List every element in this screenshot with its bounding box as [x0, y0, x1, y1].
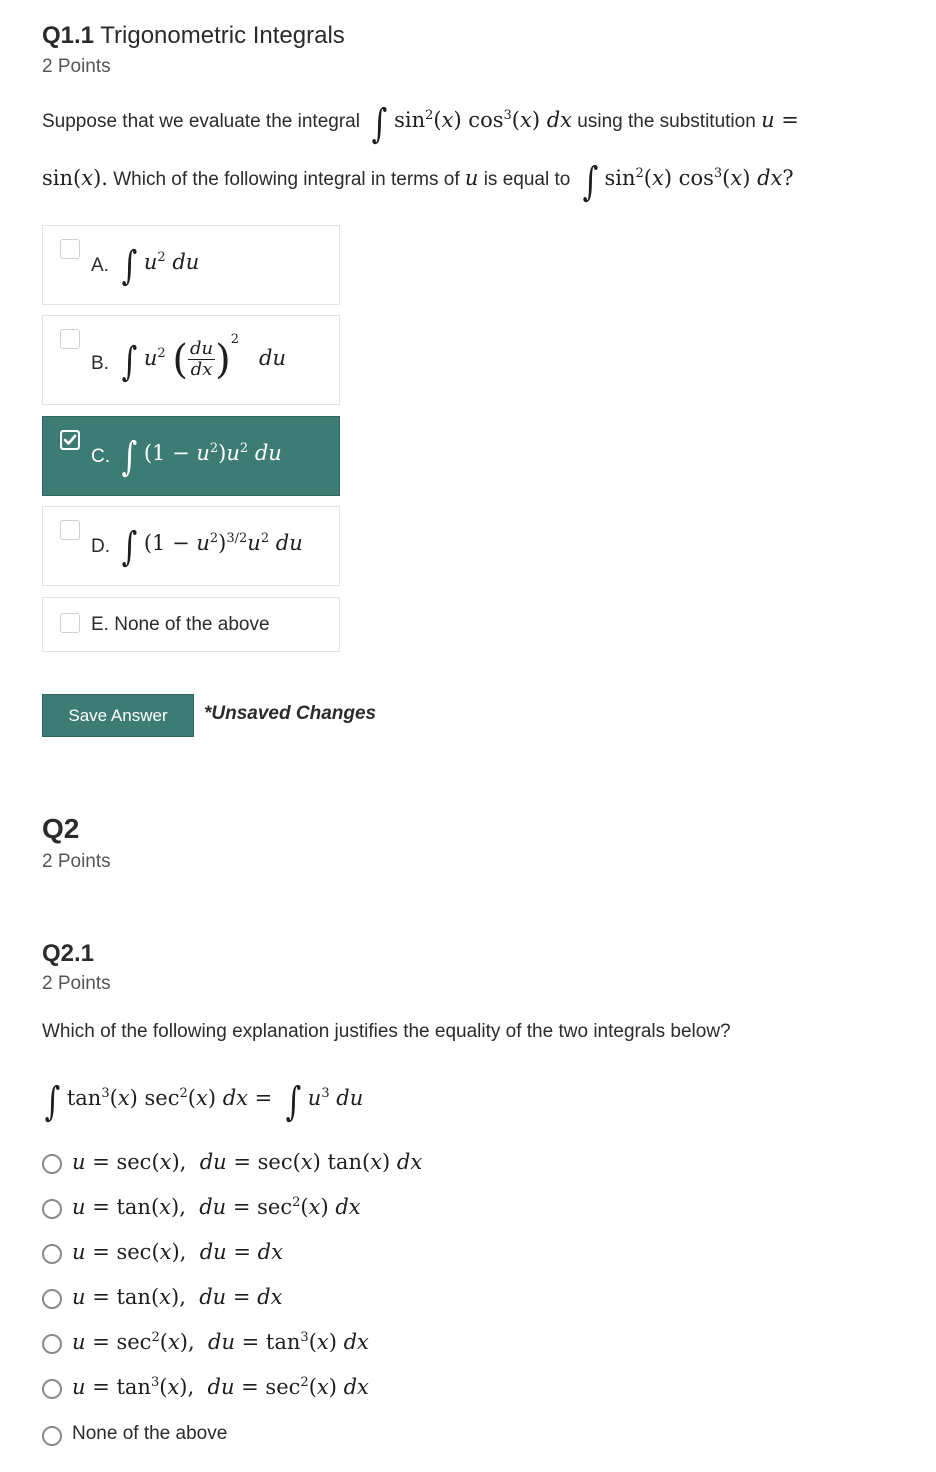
- save-answer-button[interactable]: Save Answer: [42, 694, 194, 737]
- option-expression: $u = \tan^3(x)$, du = $\sec^2(x)$ dx: [72, 1375, 369, 1399]
- choice-letter: B.: [91, 353, 109, 374]
- question-number: Q1.1: [42, 22, 95, 49]
- prompt-text: using the substitution: [577, 111, 756, 132]
- question-prompt-line1: [42, 101, 799, 147]
- question-title: [42, 22, 345, 50]
- radio-button[interactable]: [42, 1426, 62, 1446]
- question-prompt-line2: [42, 159, 794, 205]
- option-expression: $u = \sec^2(x)$, du = $\tan^3(x)$ dx: [72, 1330, 369, 1354]
- radio-button[interactable]: [42, 1334, 62, 1354]
- radio-button[interactable]: [42, 1379, 62, 1399]
- choice-d[interactable]: [42, 506, 340, 586]
- choice-letter: C.: [91, 446, 110, 467]
- question-name: Trigonometric Integrals: [100, 22, 345, 49]
- option-label: None of the above: [72, 1423, 228, 1444]
- unsaved-changes-label: *Unsaved Changes: [204, 703, 377, 724]
- question-number: Q2: [42, 813, 80, 844]
- substitution-expression: u =: [761, 108, 799, 132]
- choice-letter: A.: [91, 255, 109, 276]
- prompt-text: is equal to: [483, 169, 571, 190]
- question-points: 2 Points: [42, 851, 111, 872]
- choice-a[interactable]: [42, 225, 340, 305]
- integral-expression: ∫ $\sin^2(x)$ $\cos^3(x)$ dx?: [582, 159, 794, 205]
- choice-letter: D.: [91, 536, 110, 557]
- choice-c[interactable]: [42, 416, 340, 496]
- radio-button[interactable]: [42, 1154, 62, 1174]
- integral-equality: ∫ $\tan^3(x)$ $\sec^2(x)$ dx = ∫ $u^3$ du: [44, 1079, 364, 1125]
- question-points: 2 Points: [42, 56, 111, 77]
- option-expression: u = tan(x), du = dx: [72, 1285, 283, 1309]
- checkbox-checked[interactable]: [60, 430, 80, 450]
- choice-e[interactable]: [42, 597, 340, 652]
- question-prompt: Which of the following explanation justifies the equality of the two integrals below?: [42, 1021, 731, 1042]
- option-expression: u = sec(x), du = sec(x) tan(x) dx: [72, 1150, 423, 1174]
- integral-expression: ∫ $\sin^2(x)$ $\cos^3(x)$ dx: [371, 101, 572, 147]
- choice-expression: ∫ $(1 - u^2)u^2$ du: [121, 434, 282, 480]
- prompt-text: Suppose that we evaluate the integral: [42, 111, 360, 132]
- question-points: 2 Points: [42, 973, 111, 994]
- checkbox[interactable]: [60, 520, 80, 540]
- prompt-text: Which of the following integral in terms of: [113, 169, 460, 190]
- choice-label: E. None of the above: [91, 614, 270, 635]
- check-icon: [62, 432, 78, 448]
- choice-expression: ∫ $(1 - u^2)^{3/2}u^2$ du: [121, 524, 303, 570]
- checkbox[interactable]: [60, 329, 80, 349]
- radio-button[interactable]: [42, 1244, 62, 1264]
- checkbox[interactable]: [60, 239, 80, 259]
- variable-u: u: [464, 166, 479, 190]
- radio-button[interactable]: [42, 1199, 62, 1219]
- checkbox[interactable]: [60, 613, 80, 633]
- radio-button[interactable]: [42, 1289, 62, 1309]
- substitution-expression: sin(x).: [42, 166, 108, 190]
- choice-b[interactable]: [42, 315, 340, 405]
- option-expression: u = sec(x), du = dx: [72, 1240, 283, 1264]
- question-number: Q2.1: [42, 940, 95, 967]
- choice-expression: ∫ $u^2$ du: [121, 243, 200, 289]
- option-expression: u = tan(x), du = $\sec^2(x)$ dx: [72, 1195, 361, 1219]
- choice-expression: ∫ $u^2$ ( $\frac{du}{dx}$ )$^2$ du: [121, 332, 286, 385]
